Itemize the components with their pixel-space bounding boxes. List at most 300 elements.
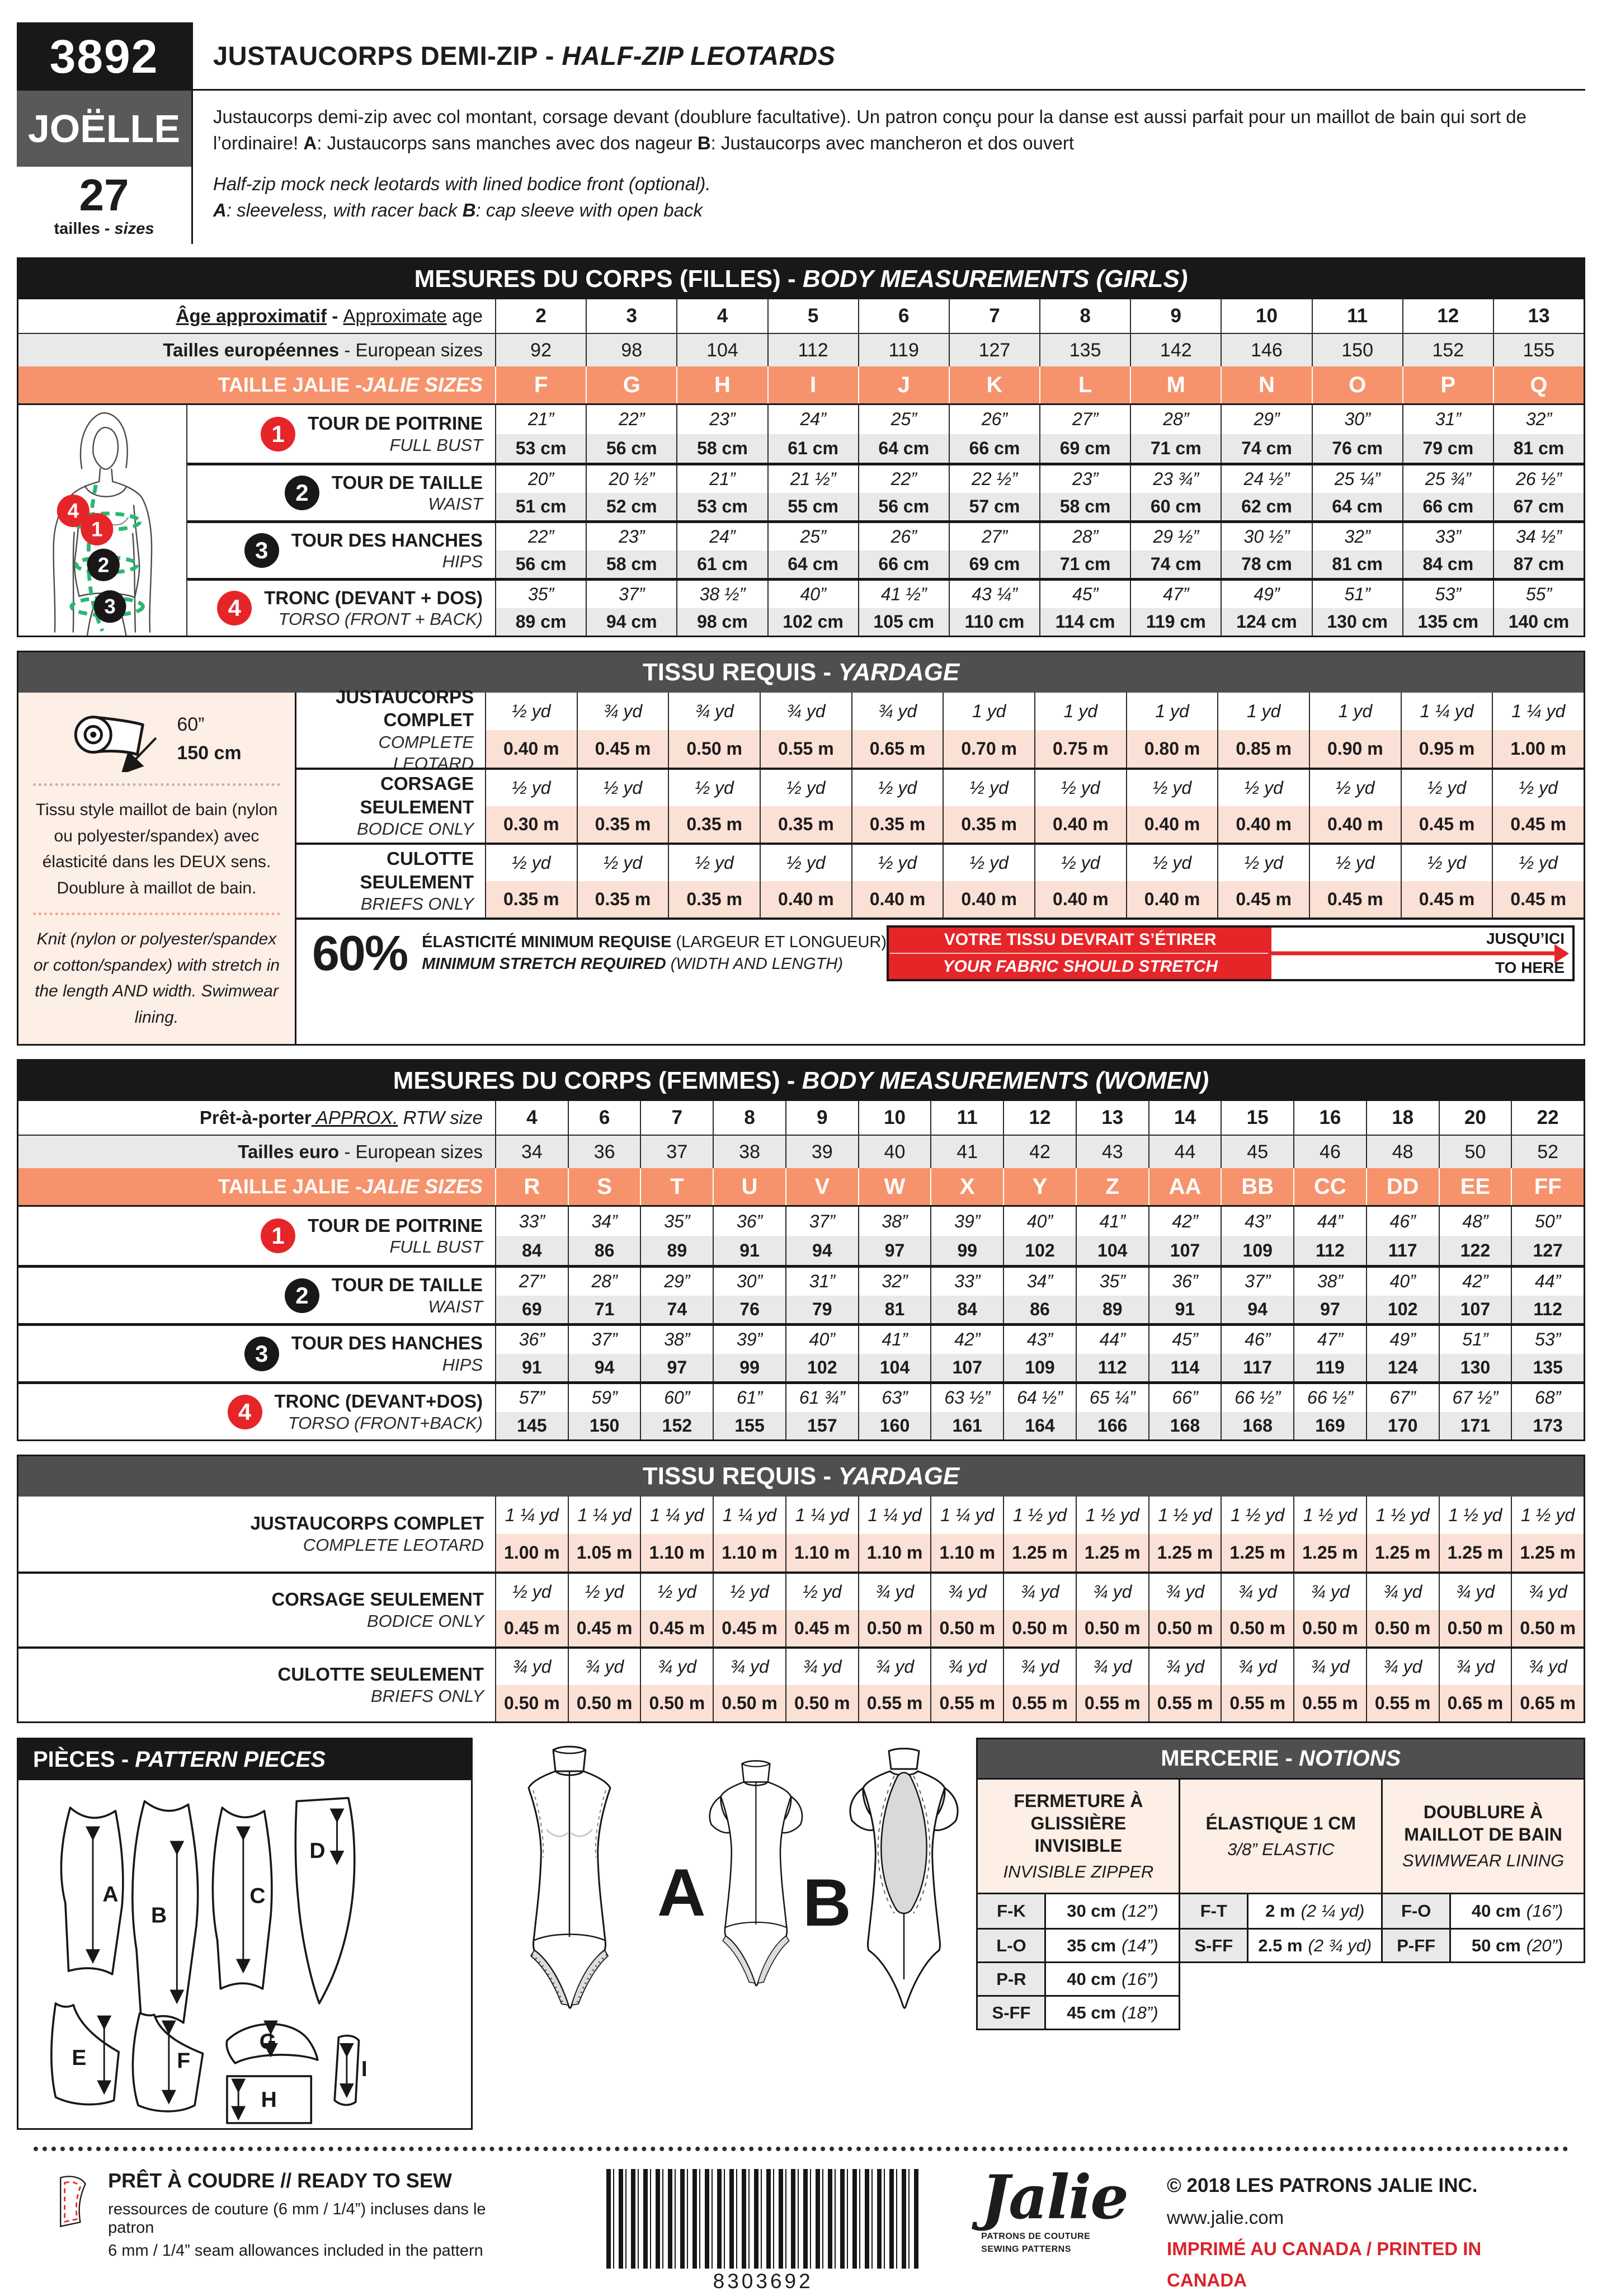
value-cell: 0.40 m xyxy=(1126,881,1218,918)
fabric-width-inches: 60” xyxy=(177,714,205,735)
value-cell: 39” xyxy=(713,1326,785,1354)
value-cell: 0.45 m xyxy=(577,730,668,768)
value-cell: 89 xyxy=(640,1236,713,1265)
value-cell: 0.45 m xyxy=(1401,806,1492,843)
figure-point-3: 3 xyxy=(104,595,116,618)
value-cell: ¾ yd xyxy=(1439,1649,1511,1685)
value-cell: 76 xyxy=(713,1296,785,1324)
women-rtw-label: Prêt-à-porter APPROX. RTW size xyxy=(199,1107,483,1128)
value-cell: 0.65 m xyxy=(1439,1685,1511,1721)
value-cell: 89 cm xyxy=(515,611,567,632)
value-cell: 0.35 m xyxy=(503,889,559,909)
value-cell: 74 cm xyxy=(1130,551,1221,578)
value-cell: 25 ¼” xyxy=(1312,465,1402,493)
value-cell: ¾ yd xyxy=(577,693,668,730)
value-cell: ½ yd xyxy=(1034,845,1126,881)
value-cell: 32” xyxy=(858,1268,931,1296)
value-cell: 84 xyxy=(522,1240,542,1260)
stretch-arrow xyxy=(1268,952,1567,956)
value-cell: 1 yd xyxy=(943,693,1034,730)
value-cell: 1.10 m xyxy=(858,1534,931,1572)
value-cell: 36” xyxy=(713,1207,785,1236)
value-cell: 0.45 m xyxy=(568,1610,640,1646)
value-cell: 40” xyxy=(785,1326,858,1354)
value-cell: 0.45 m xyxy=(504,1618,560,1638)
value-cell: 0.50 m xyxy=(1003,1610,1076,1646)
value-cell: 99 xyxy=(930,1236,1003,1265)
value-cell: 0.45 m xyxy=(1492,806,1584,843)
notion-row: P-FF 50 cm (20”) xyxy=(1383,1928,1584,1961)
value-cell: 1.00 m xyxy=(1492,730,1584,768)
value-cell: 29” xyxy=(640,1268,713,1296)
value-cell: 34” xyxy=(568,1207,640,1236)
jalie-size-letter: S xyxy=(568,1168,640,1205)
value-cell: 44” xyxy=(1076,1326,1148,1354)
girls-jalie-label: TAILLE JALIE -JALIE SIZES xyxy=(218,373,483,396)
value-cell: 1 yd xyxy=(1034,693,1126,730)
euro-size-value: 155 xyxy=(1493,334,1584,366)
value-cell: 0.40 m xyxy=(1309,806,1401,843)
value-cell: 21” xyxy=(527,409,554,430)
age-value: 10 xyxy=(1221,299,1311,333)
value-cell: 0.40 m xyxy=(503,738,559,759)
value-cell: 0.40 m xyxy=(1034,881,1126,918)
barcode-number: 8303692 xyxy=(713,2269,813,2293)
value-cell: ½ yd xyxy=(668,770,760,806)
hips-cm xyxy=(496,1354,1584,1382)
value-cell: 94 xyxy=(568,1354,640,1382)
value-cell: 0.35 m xyxy=(943,806,1034,843)
value-cell: 130 cm xyxy=(1312,608,1402,636)
view-b-front xyxy=(710,1761,802,1986)
value-cell: ½ yd xyxy=(1217,770,1309,806)
value-cell: ¾ yd xyxy=(1439,1574,1511,1610)
leotard-yd xyxy=(486,693,1584,730)
value-cell: 94 cm xyxy=(586,608,676,636)
value-cell: 33” xyxy=(930,1268,1003,1296)
value-cell: 1 ½ yd xyxy=(1439,1497,1511,1534)
sizes-count: 27 xyxy=(79,170,129,220)
value-cell: ½ yd xyxy=(512,778,551,798)
value-cell: 35” xyxy=(527,584,554,604)
bust-inches xyxy=(496,405,1584,434)
value-cell: 0.55 m xyxy=(1076,1685,1148,1721)
rtw-size-value: 16 xyxy=(1293,1101,1366,1135)
value-cell: 0.80 m xyxy=(1126,730,1218,768)
value-cell: 22” xyxy=(858,465,949,493)
stretch-percentage: 60% xyxy=(312,925,408,981)
value-cell: 1 ½ yd xyxy=(1511,1497,1584,1534)
value-cell: 61 ¾” xyxy=(785,1384,858,1412)
women-rtw-row xyxy=(18,1101,1584,1135)
value-cell: 140 cm xyxy=(1493,608,1584,636)
age-value: 13 xyxy=(1493,299,1584,333)
row-number-badge: 1 xyxy=(261,1218,295,1253)
euro-size-value: 52 xyxy=(1511,1136,1584,1168)
value-cell: 1 ¼ yd xyxy=(1401,693,1492,730)
girls-age-row xyxy=(18,299,1584,333)
pattern-number: 3892 xyxy=(17,22,191,91)
pattern-name: JOËLLE xyxy=(17,91,191,167)
value-cell: 0.85 m xyxy=(1217,730,1309,768)
value-cell: 31” xyxy=(1402,405,1493,434)
value-cell: 89 xyxy=(1076,1296,1148,1324)
notion-row: S-FF 45 cm (18”) xyxy=(978,1995,1179,2029)
jalie-size-letter: AA xyxy=(1148,1168,1221,1205)
value-cell: 33” xyxy=(1402,523,1493,551)
value-cell: 64 cm xyxy=(1312,493,1402,520)
value-cell: ¾ yd xyxy=(1293,1574,1366,1610)
rtw-size-value: 8 xyxy=(713,1101,785,1135)
value-cell: 30 ½” xyxy=(1221,523,1311,551)
value-cell: 23” xyxy=(1039,465,1130,493)
value-cell: 1.00 m xyxy=(504,1542,560,1563)
jalie-logo-tagline: PATRONS DE COUTURE SEWING PATTERNS xyxy=(981,2232,1091,2254)
value-cell: 45” xyxy=(1039,581,1130,608)
rtw-size-value: 9 xyxy=(785,1101,858,1135)
bodice-yd xyxy=(496,1574,1584,1610)
value-cell: 0.40 m xyxy=(1126,806,1218,843)
stretch-text: ÉLASTICITÉ MINIMUM REQUISE (LARGEUR ET LONGUEUR) MINIMUM STRETCH REQUIRED (WIDTH AND LENGTH) xyxy=(422,933,887,973)
girls-row-bust xyxy=(187,405,1584,463)
value-cell: 24 ½” xyxy=(1221,465,1311,493)
value-cell: 1.25 m xyxy=(1439,1534,1511,1572)
girls-row-hips: 3 TOUR DES HANCHES HIPS 22” 23” 24” 25” 26” 27” 28” 29 ½” 30 ½” 32” 33” 34 ½” 56 cm 58 cm 61 cm 64 cm 66 cm 69 cm 71 cm 74 cm 78 cm 81 cm 84 cm 87 cm xyxy=(187,520,1584,578)
value-cell: 28” xyxy=(1130,405,1221,434)
yardage-row-leotard: JUSTAUCORPS COMPLET COMPLETE LEOTARD ½ yd ¾ yd ¾ yd ¾ yd ¾ yd 1 yd 1 yd 1 yd 1 yd 1 yd 1 ¼ yd 1 ¼ yd 0.40 m 0.45 m 0.50 m 0.55 m 0.65 m 0.70 m 0.75 m 0.80 m 0.85 m 0.90 m 0.95 m 1.00 m xyxy=(296,693,1584,768)
value-cell: 43” xyxy=(1003,1326,1076,1354)
value-cell: 51” xyxy=(1312,581,1402,608)
value-cell: 42” xyxy=(1439,1268,1511,1296)
girls-yardage-table xyxy=(17,651,1585,1046)
value-cell: ½ yd xyxy=(1309,845,1401,881)
value-cell: 0.55 m xyxy=(930,1685,1003,1721)
value-cell: 53 cm xyxy=(515,437,567,458)
girls-measurements-table xyxy=(17,257,1585,637)
value-cell: 56 cm xyxy=(586,434,676,463)
value-cell: 0.50 m xyxy=(568,1685,640,1721)
yardage-row-briefs: CULOTTE SEULEMENT BRIEFS ONLY ¾ yd ¾ yd ¾ yd ¾ yd ¾ yd ¾ yd ¾ yd ¾ yd ¾ yd ¾ yd ¾ yd ¾ yd ¾ yd ¾ yd ¾ yd 0.50 m 0.50 m 0.50 m 0.50 m 0.50 m 0.55 m 0.55 m 0.55 m 0.55 m 0.55 m 0.55 m 0.55 m 0.55 m 0.65 m 0.65 m xyxy=(18,1646,1584,1721)
value-cell: 145 xyxy=(517,1415,547,1436)
value-cell: ½ yd xyxy=(851,770,943,806)
jalie-size-letter: W xyxy=(858,1168,931,1205)
torso-inches xyxy=(496,1384,1584,1412)
value-cell: 0.55 m xyxy=(1293,1685,1366,1721)
jalie-size-letter: J xyxy=(858,366,949,403)
value-cell: ¾ yd xyxy=(640,1649,713,1685)
value-cell: 31” xyxy=(785,1268,858,1296)
value-cell: 99 xyxy=(713,1354,785,1382)
value-cell: 0.50 m xyxy=(1076,1610,1148,1646)
age-value: 12 xyxy=(1402,299,1493,333)
piece-label-f: F xyxy=(177,2049,191,2073)
value-cell: 0.50 m xyxy=(713,1685,785,1721)
value-cell: 0.65 m xyxy=(851,730,943,768)
piece-label-h: H xyxy=(261,2087,277,2112)
value-cell: 38” xyxy=(640,1326,713,1354)
age-value: 8 xyxy=(1039,299,1130,333)
euro-size-value: 36 xyxy=(568,1136,640,1168)
value-cell: 1.25 m xyxy=(1003,1534,1076,1572)
notion-zipper: FERMETURE À GLISSIÈRE INVISIBLE INVISIBLE ZIPPER F-K 30 cm (12”) L-O 35 cm (14”) P-R 40 cm (16”) S-FF 45 cm (18”) xyxy=(976,1780,1180,2030)
value-cell: 0.55 m xyxy=(858,1685,931,1721)
value-cell: ½ yd xyxy=(760,845,851,881)
value-cell: 38 ½” xyxy=(676,581,767,608)
euro-size-value: 146 xyxy=(1221,334,1311,366)
value-cell: 38” xyxy=(858,1207,931,1236)
rtw-size-value: 18 xyxy=(1366,1101,1439,1135)
value-cell: ½ yd xyxy=(1492,845,1584,881)
value-cell: 28” xyxy=(1039,523,1130,551)
value-cell: 102 cm xyxy=(767,608,858,636)
value-cell: 1 ½ yd xyxy=(1148,1497,1221,1534)
value-cell: 0.55 m xyxy=(760,730,851,768)
value-cell: 117 xyxy=(1366,1236,1439,1265)
value-cell: 37” xyxy=(586,581,676,608)
value-cell: ½ yd xyxy=(851,845,943,881)
view-a-front xyxy=(529,1747,610,2008)
value-cell: ½ yd xyxy=(1126,770,1218,806)
value-cell: 0.45 m xyxy=(713,1610,785,1646)
value-cell: 26” xyxy=(858,523,949,551)
euro-size-value: 127 xyxy=(949,334,1039,366)
value-cell: 150 xyxy=(568,1412,640,1440)
value-cell: 127 xyxy=(1511,1236,1584,1265)
value-cell: 81 cm xyxy=(1312,551,1402,578)
value-cell: 168 xyxy=(1221,1412,1293,1440)
value-cell: 102 xyxy=(1366,1296,1439,1324)
value-cell: 21 ½” xyxy=(767,465,858,493)
women-measurements-table xyxy=(17,1059,1585,1441)
stretch-gauge-band: VOTRE TISSU DEVRAIT S’ÉTIRER YOUR FABRIC SHOULD STRETCH xyxy=(889,928,1271,979)
value-cell: 71 cm xyxy=(1039,551,1130,578)
rtw-size-value: 6 xyxy=(568,1101,640,1135)
value-cell: 25 ¾” xyxy=(1402,465,1493,493)
value-cell: 45” xyxy=(1148,1326,1221,1354)
briefs-m xyxy=(486,881,1584,918)
value-cell: 0.45 m xyxy=(1309,881,1401,918)
value-cell: 104 xyxy=(858,1354,931,1382)
value-cell: 60” xyxy=(640,1384,713,1412)
women-jalie-row xyxy=(18,1168,1584,1205)
rtw-size-value: 20 xyxy=(1439,1101,1511,1135)
value-cell: 58 cm xyxy=(586,551,676,578)
pieces-title: PIÈCES - PATTERN PIECES xyxy=(18,1739,471,1780)
value-cell: ½ yd xyxy=(512,1582,552,1602)
euro-size-value: 150 xyxy=(1312,334,1402,366)
value-cell: 28” xyxy=(568,1268,640,1296)
value-cell: 0.40 m xyxy=(1217,806,1309,843)
euro-size-value: 45 xyxy=(1221,1136,1293,1168)
value-cell: 0.50 m xyxy=(1293,1610,1366,1646)
value-cell: ¾ yd xyxy=(1511,1649,1584,1685)
value-cell: 170 xyxy=(1366,1412,1439,1440)
value-cell: ¾ yd xyxy=(851,693,943,730)
value-cell: 61” xyxy=(713,1384,785,1412)
barcode-block xyxy=(606,2169,920,2293)
footer xyxy=(48,2162,1554,2296)
value-cell: 64 ½” xyxy=(1003,1384,1076,1412)
bust-inches xyxy=(496,1207,1584,1236)
girls-jalie-row xyxy=(18,366,1584,403)
value-cell: ¾ yd xyxy=(760,693,851,730)
value-cell: 1.10 m xyxy=(713,1534,785,1572)
briefs-yd xyxy=(496,1649,1584,1685)
value-cell: 42” xyxy=(1148,1207,1221,1236)
value-cell: 39” xyxy=(930,1207,1003,1236)
value-cell: 37” xyxy=(568,1326,640,1354)
figure-point-4: 4 xyxy=(67,499,79,523)
body-measurement-figure xyxy=(21,405,183,636)
value-cell: 124 cm xyxy=(1221,608,1311,636)
value-cell: 20” xyxy=(527,469,554,489)
value-cell: 1.10 m xyxy=(640,1534,713,1572)
torso-inches xyxy=(496,581,1584,608)
value-cell: 86 xyxy=(1003,1296,1076,1324)
value-cell: 1 ¼ yd xyxy=(640,1497,713,1534)
value-cell: 36” xyxy=(519,1329,545,1350)
women-jalie-label: TAILLE JALIE -JALIE SIZES xyxy=(218,1175,483,1198)
rtw-size-value: 14 xyxy=(1148,1101,1221,1135)
women-section-title: MESURES DU CORPS (FEMMES) - BODY MEASUREMENTS (WOMEN) xyxy=(18,1061,1584,1101)
value-cell: 135 xyxy=(1511,1354,1584,1382)
value-cell: 1 ¼ yd xyxy=(1492,693,1584,730)
value-cell: 66 cm xyxy=(858,551,949,578)
value-cell: 58 cm xyxy=(1039,493,1130,520)
value-cell: 60 cm xyxy=(1130,493,1221,520)
value-cell: 79 xyxy=(785,1296,858,1324)
value-cell: 0.45 m xyxy=(1492,881,1584,918)
euro-size-value: 142 xyxy=(1130,334,1221,366)
value-cell: 71 cm xyxy=(1130,434,1221,463)
rtw-size-value: 15 xyxy=(1221,1101,1293,1135)
value-cell: 36” xyxy=(1148,1268,1221,1296)
age-value: 6 xyxy=(858,299,949,333)
value-cell: 29 ½” xyxy=(1130,523,1221,551)
jalie-size-letter: M xyxy=(1130,366,1221,403)
value-cell: 53” xyxy=(1402,581,1493,608)
jalie-size-letter: Q xyxy=(1493,366,1584,403)
value-cell: 66 cm xyxy=(949,434,1039,463)
hips-inches xyxy=(496,523,1584,551)
value-cell: 21” xyxy=(676,465,767,493)
sizes-count-box xyxy=(17,167,191,244)
yardage-row-bodice: CORSAGE SEULEMENT BODICE ONLY ½ yd ½ yd ½ yd ½ yd ½ yd ¾ yd ¾ yd ¾ yd ¾ yd ¾ yd ¾ yd ¾ yd ¾ yd ¾ yd ¾ yd 0.45 m 0.45 m 0.45 m 0.45 m 0.45 m 0.50 m 0.50 m 0.50 m 0.50 m 0.50 m 0.50 m 0.50 m 0.50 m 0.50 m 0.50 m xyxy=(18,1572,1584,1646)
hips-cm xyxy=(496,551,1584,578)
value-cell: 55” xyxy=(1493,581,1584,608)
value-cell: 0.55 m xyxy=(1221,1685,1293,1721)
jalie-size-letter: G xyxy=(586,366,676,403)
value-cell: 1 ¼ yd xyxy=(713,1497,785,1534)
piece-label-c: C xyxy=(249,1884,266,1908)
value-cell: 67 cm xyxy=(1493,493,1584,520)
value-cell: ½ yd xyxy=(760,770,851,806)
value-cell: 0.50 m xyxy=(668,730,760,768)
value-cell: 0.50 m xyxy=(1366,1610,1439,1646)
value-cell: 61 cm xyxy=(676,551,767,578)
imprint-block xyxy=(1167,2169,1554,2296)
euro-size-value: 112 xyxy=(767,334,858,366)
value-cell: 51 cm xyxy=(515,496,567,516)
value-cell: 0.50 m xyxy=(504,1693,560,1713)
notion-elastic: ÉLASTIQUE 1 CM 3/8” ELASTIC F-T 2 m (2 ¼ yd) S-FF 2.5 m (2 ¾ yd) xyxy=(1179,1780,1383,1963)
value-cell: 62 cm xyxy=(1221,493,1311,520)
value-cell: 0.50 m xyxy=(1148,1610,1221,1646)
women-row-bust: 1 TOUR DE POITRINE FULL BUST 33” 34” 35” 36” 37” 38” 39” 40” 41” 42” 43” 44” 46” 48” 50” 84 86 89 91 94 97 99 102 104 107 109 112 117 122 127 xyxy=(18,1207,1584,1265)
age-value: 2 xyxy=(535,305,546,327)
women-rtw-values xyxy=(495,1101,1584,1135)
value-cell: 0.95 m xyxy=(1401,730,1492,768)
value-cell: ¾ yd xyxy=(1148,1649,1221,1685)
notion-row: F-O 40 cm (16”) xyxy=(1383,1894,1584,1928)
value-cell: 49” xyxy=(1366,1326,1439,1354)
value-cell: 1.25 m xyxy=(1293,1534,1366,1572)
value-cell: 40” xyxy=(767,581,858,608)
value-cell: 1.10 m xyxy=(785,1534,858,1572)
value-cell: 1.25 m xyxy=(1511,1534,1584,1572)
value-cell: ¾ yd xyxy=(1366,1574,1439,1610)
rtw-size-value: 7 xyxy=(640,1101,713,1135)
value-cell: 53” xyxy=(1511,1326,1584,1354)
value-cell: 107 xyxy=(1148,1236,1221,1265)
women-euro-label: Tailles euro - European sizes xyxy=(238,1141,483,1162)
value-cell: 40” xyxy=(1003,1207,1076,1236)
piece-label-a: A xyxy=(102,1882,119,1907)
value-cell: 66 ½” xyxy=(1293,1384,1366,1412)
value-cell: 65 ¼” xyxy=(1076,1384,1148,1412)
girls-euro-label: Tailles européennes - European sizes xyxy=(163,340,483,360)
value-cell: 0.35 m xyxy=(577,881,668,918)
age-value: 5 xyxy=(767,299,858,333)
value-cell: 91 xyxy=(1148,1296,1221,1324)
value-cell: ½ yd xyxy=(568,1574,640,1610)
value-cell: 0.50 m xyxy=(1439,1610,1511,1646)
leotard-m xyxy=(496,1534,1584,1572)
value-cell: 110 cm xyxy=(949,608,1039,636)
bust-cm xyxy=(496,434,1584,463)
value-cell: ¾ yd xyxy=(1221,1649,1293,1685)
value-cell: 168 xyxy=(1148,1412,1221,1440)
description-english: Half-zip mock neck leotards with lined bodice front (optional). A: sleeveless, with racer back B: cap sleeve with open back xyxy=(213,173,711,220)
value-cell: ½ yd xyxy=(1126,845,1218,881)
value-cell: 84 xyxy=(930,1296,1003,1324)
value-cell: 0.40 m xyxy=(851,881,943,918)
value-cell: 169 xyxy=(1293,1412,1366,1440)
value-cell: 173 xyxy=(1511,1412,1584,1440)
euro-size-value: 152 xyxy=(1402,334,1493,366)
figure-point-2: 2 xyxy=(97,553,110,577)
value-cell: 24” xyxy=(676,523,767,551)
value-cell: 0.55 m xyxy=(1003,1685,1076,1721)
value-cell: 0.50 m xyxy=(1221,1610,1293,1646)
value-cell: 0.40 m xyxy=(760,881,851,918)
women-row-waist: 2 TOUR DE TAILLE WAIST 27” 28” 29” 30” 31” 32” 33” 34” 35” 36” 37” 38” 40” 42” 44” 69 71 74 76 79 81 84 86 89 91 94 97 102 107 112 xyxy=(18,1265,1584,1323)
value-cell: 1 ¼ yd xyxy=(930,1497,1003,1534)
value-cell: 63 ½” xyxy=(930,1384,1003,1412)
girls-yardage-title: TISSU REQUIS - YARDAGE xyxy=(18,652,1584,693)
women-euro-values xyxy=(495,1136,1584,1168)
value-cell: 86 xyxy=(568,1236,640,1265)
girls-rows xyxy=(187,405,1584,636)
age-value: 3 xyxy=(586,299,676,333)
value-cell: 24” xyxy=(767,405,858,434)
value-cell: 119 xyxy=(1293,1354,1366,1382)
girls-measurement-rows xyxy=(18,403,1584,636)
footer-divider xyxy=(34,2147,1568,2151)
waist-inches xyxy=(496,1268,1584,1296)
fabric-width xyxy=(177,711,241,768)
notion-row: P-R 40 cm (16”) xyxy=(978,1961,1179,1995)
